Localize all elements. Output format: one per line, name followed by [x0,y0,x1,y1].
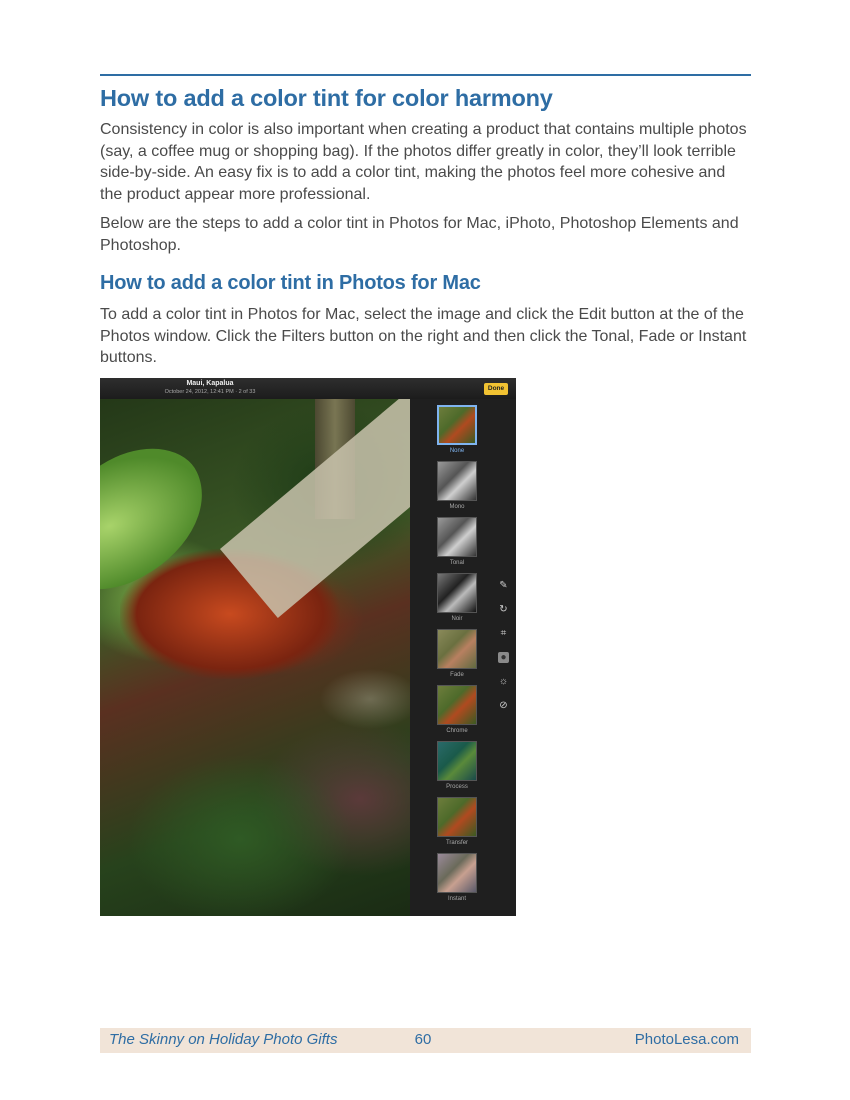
filter-label-chrome: Chrome [446,728,468,734]
filter-label-none: None [449,448,465,454]
filters-icon[interactable]: ● [498,652,509,663]
footer-book-title: The Skinny on Holiday Photo Gifts [109,1031,338,1048]
filter-thumb-process[interactable] [437,741,477,781]
filter-thumb-noir[interactable] [437,573,477,613]
filter-thumb-mono[interactable] [437,461,477,501]
done-button[interactable]: Done [484,383,508,395]
magic-wand-icon[interactable]: ✎ [499,580,508,591]
intro-paragraph: Consistency in color is also important when creating a product that contains multiple photos (say, a coffee mug or shopping bag). If the photos differ greatly in color, they’ll look terrible side-by-side. An easy fix is to add a color tint, making the photos feel more cohesive and the product appear more professional. [100,121,747,203]
filter-thumb-tonal[interactable] [437,517,477,557]
filter-thumb-none[interactable] [437,405,477,445]
crop-icon[interactable]: ⌗ [500,628,507,639]
steps-paragraph: Below are the steps to add a color tint in Photos for Mac, iPhoto, Photoshop Elements and Photoshop. [100,215,739,254]
filter-label-tonal: Tonal [449,560,465,566]
adjust-icon[interactable]: ☼ [498,676,509,687]
photos-app-screenshot [100,378,516,916]
plant-photo [100,399,410,916]
page-footer [100,1028,751,1053]
filter-label-instant: Instant [447,896,466,902]
footer-site: PhotoLesa.com [634,1031,739,1048]
heading-rule [100,74,751,76]
filter-thumb-chrome[interactable] [437,685,477,725]
filter-thumb-transfer[interactable] [437,797,477,837]
photo-title: Maui, Kapalua [186,380,234,387]
window-titlebar [100,378,516,399]
photo-date: October 24, 2012, 12:41 PM · 2 of 33 [164,389,256,395]
filter-label-mono: Mono [449,504,465,510]
footer-page-number: 60 [414,1031,432,1048]
filter-label-process: Process [446,784,468,790]
filter-label-transfer: Transfer [445,840,469,846]
rotate-icon[interactable]: ↻ [499,604,508,615]
filter-thumb-fade[interactable] [437,629,477,669]
filters-panel [410,399,516,916]
filter-thumb-instant[interactable] [437,853,477,893]
instructions-paragraph: To add a color tint in Photos for Mac, select the image and click the Edit button at the of the Photos window. Click the Filters button on the right and then click the Tonal, Fade or Instant buttons. [100,306,747,366]
section-heading: How to add a color tint for color harmony [100,85,553,111]
filter-label-fade: Fade [450,672,464,678]
filter-label-noir: Noir [451,616,463,622]
bandage-icon[interactable]: ⊘ [499,700,508,711]
subsection-heading: How to add a color tint in Photos for Mac [100,272,481,294]
